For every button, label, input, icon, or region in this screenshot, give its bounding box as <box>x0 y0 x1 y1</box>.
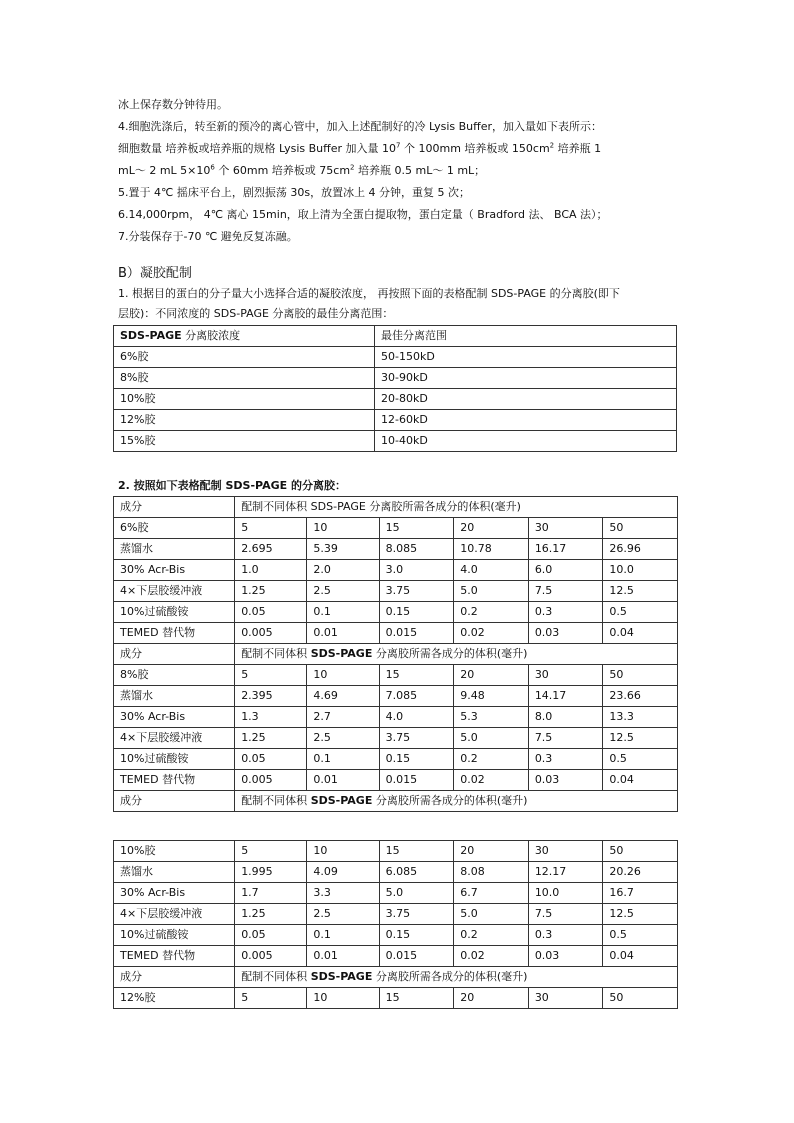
table-cell: 4.0 <box>454 560 529 581</box>
table-row <box>114 539 678 560</box>
table-cell: 6.7 <box>454 883 529 904</box>
volume-cell: 30 <box>528 988 603 1009</box>
table-cell: 0.02 <box>454 623 529 644</box>
volume-label-part: 配制不同体积 <box>241 647 311 660</box>
table-cell: 10.0 <box>528 883 603 904</box>
volume-cell: 10 <box>307 988 379 1009</box>
table-cell: 0.2 <box>454 602 529 623</box>
table-cell: 0.015 <box>379 946 454 967</box>
volume-cell: 5 <box>235 665 307 686</box>
table-cell: 0.02 <box>454 770 529 791</box>
volume-cell: 10 <box>307 518 379 539</box>
table-cell: 12%胶 <box>114 410 375 431</box>
volume-cell: 30 <box>528 665 603 686</box>
component-label: 成分 <box>114 967 235 988</box>
table-cell: 5.0 <box>379 883 454 904</box>
component-label: 成分 <box>114 644 235 665</box>
volume-label <box>235 644 678 665</box>
table-row <box>114 560 678 581</box>
table-cell: 0.005 <box>235 946 307 967</box>
component-label: 成分 <box>114 791 235 812</box>
table-cell: 7.085 <box>379 686 454 707</box>
recipe-table <box>113 496 678 812</box>
superscript: 7 <box>396 141 401 150</box>
line-text: 7.分装保存于-70 ℃ 避免反复冻融。 <box>118 230 298 243</box>
section-heading: B）凝胶配制 <box>118 266 192 281</box>
table-cell: 10-40kD <box>375 431 677 452</box>
line-text: 4.细胞洗涤后，转至新的预冷的离心管中，加入上述配制好的冷 Lysis Buffer，加入量如下表所示： <box>118 120 603 133</box>
table-cell: 6%胶 <box>114 347 375 368</box>
component-label: 成分 <box>114 497 235 518</box>
table-row <box>114 925 678 946</box>
table-cell: 蒸馏水 <box>114 686 235 707</box>
table-cell: 8.08 <box>454 862 529 883</box>
volume-label-part: 分离胶所需各成分的体积(毫升) <box>372 647 528 660</box>
text-line <box>118 182 684 204</box>
table-cell: 5.39 <box>307 539 379 560</box>
table-cell: 0.5 <box>603 602 678 623</box>
table-cell: 0.01 <box>307 946 379 967</box>
table-cell: 12-60kD <box>375 410 677 431</box>
table-cell: 蒸馏水 <box>114 539 235 560</box>
text-line <box>118 138 684 160</box>
table-cell: 12.5 <box>603 728 678 749</box>
table-cell: 12.5 <box>603 581 678 602</box>
table-cell: TEMED 替代物 <box>114 946 235 967</box>
volume-cell: 15 <box>379 841 454 862</box>
table-cell: 0.04 <box>603 623 678 644</box>
table-cell: 10.0 <box>603 560 678 581</box>
table-cell: 1.25 <box>235 728 307 749</box>
volume-cell: 20 <box>454 841 529 862</box>
volume-cell: 30 <box>528 841 603 862</box>
table-row <box>114 410 677 431</box>
table-cell: TEMED 替代物 <box>114 770 235 791</box>
gel-volume-row <box>114 988 678 1009</box>
volume-label-bold: SDS-PAGE <box>310 970 373 983</box>
intro-line: 层胶)：不同浓度的 SDS-PAGE 分离胶的最佳分离范围： <box>118 307 394 320</box>
table-row <box>114 946 678 967</box>
table-cell: 0.1 <box>307 602 379 623</box>
volume-cell: 5 <box>235 841 307 862</box>
table-cell: 30-90kD <box>375 368 677 389</box>
line-text: 5.置于 4℃ 摇床平台上，剧烈振荡 30s，放置冰上 4 分钟，重复 5 次； <box>118 186 471 199</box>
table-cell: 10.78 <box>454 539 529 560</box>
table-cell: 8%胶 <box>114 368 375 389</box>
table-cell: 23.66 <box>603 686 678 707</box>
table-row <box>114 883 678 904</box>
text-line <box>118 204 684 226</box>
table-row <box>114 904 678 925</box>
table-cell: 0.3 <box>528 602 603 623</box>
table-cell: 0.05 <box>235 602 307 623</box>
table-cell: 16.7 <box>603 883 678 904</box>
component-header-row <box>114 791 678 812</box>
table-cell: 9.48 <box>454 686 529 707</box>
table-cell: 0.04 <box>603 770 678 791</box>
component-header-row <box>114 497 678 518</box>
text-line <box>118 94 684 116</box>
table-cell: 0.005 <box>235 623 307 644</box>
table-cell: 4.0 <box>379 707 454 728</box>
volume-label <box>235 967 678 988</box>
table-cell: 1.25 <box>235 581 307 602</box>
table-row <box>114 368 677 389</box>
table-cell: 8.085 <box>379 539 454 560</box>
table-cell: 0.01 <box>307 623 379 644</box>
gel-volume-row <box>114 518 678 539</box>
table-cell: 2.395 <box>235 686 307 707</box>
volume-cell: 15 <box>379 665 454 686</box>
table-cell: 10%胶 <box>114 389 375 410</box>
table-cell: 4×下层胶缓冲液 <box>114 581 235 602</box>
table-cell: 2.5 <box>307 728 379 749</box>
table-cell: 5.3 <box>454 707 529 728</box>
table-row <box>114 707 678 728</box>
volume-cell: 50 <box>603 841 678 862</box>
table-cell: 3.75 <box>379 904 454 925</box>
table-cell: 10%过硫酸铵 <box>114 925 235 946</box>
separation-range-table <box>113 325 677 452</box>
line-text: 冰上保存数分钟待用。 <box>118 98 228 111</box>
table-cell: 0.5 <box>603 925 678 946</box>
table-row <box>114 623 678 644</box>
volume-label-bold: SDS-PAGE <box>310 647 373 660</box>
gel-label: 12%胶 <box>114 988 235 1009</box>
table-cell: 蒸馏水 <box>114 862 235 883</box>
table-cell: 0.1 <box>307 925 379 946</box>
table-cell: 5.0 <box>454 581 529 602</box>
line-text: 培养瓶 1 <box>554 142 602 155</box>
table-cell: 0.05 <box>235 925 307 946</box>
table-row <box>114 749 678 770</box>
volume-cell: 5 <box>235 518 307 539</box>
table-cell: 10%过硫酸铵 <box>114 602 235 623</box>
volume-label: 配制不同体积 SDS-PAGE 分离胶所需各成分的体积(毫升) <box>235 497 678 518</box>
table-cell: 3.75 <box>379 728 454 749</box>
table-cell: TEMED 替代物 <box>114 623 235 644</box>
gel-volume-row <box>114 665 678 686</box>
superscript: 2 <box>549 141 555 150</box>
line-text: 个 60mm 培养板或 75cm <box>214 164 351 177</box>
table-cell: 4.69 <box>307 686 379 707</box>
volume-cell: 15 <box>379 518 454 539</box>
table-cell: 3.75 <box>379 581 454 602</box>
table-cell: 0.2 <box>454 749 529 770</box>
superscript: 2 <box>350 163 355 172</box>
table-cell: 0.3 <box>528 925 603 946</box>
header-rest: 分离胶浓度 <box>181 329 241 342</box>
table-cell: 5.0 <box>454 728 529 749</box>
table-cell: 0.03 <box>528 946 603 967</box>
table-cell: 0.01 <box>307 770 379 791</box>
table-cell: 0.04 <box>603 946 678 967</box>
table-cell: 7.5 <box>528 728 603 749</box>
table-header-row <box>114 326 677 347</box>
gel-label: 6%胶 <box>114 518 235 539</box>
volume-cell: 20 <box>454 518 529 539</box>
table-cell: 0.005 <box>235 770 307 791</box>
volume-cell: 30 <box>528 518 603 539</box>
recipe-table-continued <box>113 840 678 1009</box>
table-row <box>114 770 678 791</box>
table-cell: 6.0 <box>528 560 603 581</box>
text-line <box>118 116 684 138</box>
table-cell: 2.5 <box>307 904 379 925</box>
volume-cell: 20 <box>454 988 529 1009</box>
table-cell: 0.5 <box>603 749 678 770</box>
table-cell: 2.0 <box>307 560 379 581</box>
table-cell: 2.695 <box>235 539 307 560</box>
table-cell: 8.0 <box>528 707 603 728</box>
table-row <box>114 389 677 410</box>
table-row <box>114 347 677 368</box>
volume-cell: 20 <box>454 665 529 686</box>
volume-label-part: 分离胶所需各成分的体积(毫升) <box>372 970 528 983</box>
table-cell: 30% Acr-Bis <box>114 560 235 581</box>
table-cell: 0.2 <box>454 925 529 946</box>
table-row <box>114 728 678 749</box>
table-cell: 16.17 <box>528 539 603 560</box>
line-text: 培养瓶 0.5 mL～ 1 mL； <box>354 164 486 177</box>
gel-label: 10%胶 <box>114 841 235 862</box>
table-cell: 26.96 <box>603 539 678 560</box>
table-cell: 10%过硫酸铵 <box>114 749 235 770</box>
volume-label-part: 配制不同体积 <box>241 970 311 983</box>
table-cell: 1.7 <box>235 883 307 904</box>
table-cell: 0.1 <box>307 749 379 770</box>
table-cell: 20.26 <box>603 862 678 883</box>
gel-volume-row <box>114 841 678 862</box>
table-cell: 0.015 <box>379 623 454 644</box>
table-cell: 2.5 <box>307 581 379 602</box>
table-cell: 50-150kD <box>375 347 677 368</box>
protocol-text <box>118 94 684 248</box>
table-cell: 0.02 <box>454 946 529 967</box>
volume-label-bold: SDS-PAGE <box>310 794 373 807</box>
table-cell: 0.05 <box>235 749 307 770</box>
intro-line: 1. 根据目的蛋白的分子量大小选择合适的凝胶浓度， 再按照下面的表格配制 SDS-PAGE 的分离胶(即下 <box>118 287 620 300</box>
table-cell: 13.3 <box>603 707 678 728</box>
volume-label <box>235 791 678 812</box>
table-cell: 1.0 <box>235 560 307 581</box>
table-cell: 6.085 <box>379 862 454 883</box>
table-row <box>114 581 678 602</box>
table2-title: 2. 按照如下表格配制 SDS-PAGE 的分离胶： <box>118 479 346 492</box>
line-text: mL～ 2 mL 5×10 <box>118 164 211 177</box>
table-row <box>114 862 678 883</box>
table-header-cell <box>114 326 375 347</box>
table-cell: 0.03 <box>528 623 603 644</box>
volume-cell: 5 <box>235 988 307 1009</box>
table-cell: 1.25 <box>235 904 307 925</box>
table-cell: 7.5 <box>528 904 603 925</box>
table-cell: 15%胶 <box>114 431 375 452</box>
table-row <box>114 686 678 707</box>
table-header-cell: 最佳分离范围 <box>375 326 677 347</box>
component-header-row <box>114 644 678 665</box>
table-cell: 12.5 <box>603 904 678 925</box>
table-cell: 20-80kD <box>375 389 677 410</box>
line-text: 细胞数量 培养板或培养瓶的规格 Lysis Buffer 加入量 10 <box>118 142 397 155</box>
table-cell: 2.7 <box>307 707 379 728</box>
table-cell: 0.3 <box>528 749 603 770</box>
text-line <box>118 160 684 182</box>
volume-cell: 50 <box>603 665 678 686</box>
table-cell: 0.015 <box>379 770 454 791</box>
table-cell: 0.15 <box>379 602 454 623</box>
table-cell: 4×下层胶缓冲液 <box>114 728 235 749</box>
table-cell: 12.17 <box>528 862 603 883</box>
table-cell: 0.03 <box>528 770 603 791</box>
volume-label-part: 分离胶所需各成分的体积(毫升) <box>372 794 528 807</box>
header-bold: SDS-PAGE <box>120 329 182 342</box>
volume-cell: 50 <box>603 988 678 1009</box>
table-row <box>114 431 677 452</box>
line-text: 个 100mm 培养板或 150cm <box>400 142 550 155</box>
volume-cell: 50 <box>603 518 678 539</box>
table-cell: 0.15 <box>379 749 454 770</box>
volume-cell: 10 <box>307 665 379 686</box>
table-cell: 1.995 <box>235 862 307 883</box>
table-cell: 5.0 <box>454 904 529 925</box>
table-cell: 30% Acr-Bis <box>114 707 235 728</box>
text-line <box>118 226 684 248</box>
component-header-row <box>114 967 678 988</box>
table-cell: 3.3 <box>307 883 379 904</box>
table-cell: 7.5 <box>528 581 603 602</box>
superscript: 6 <box>210 163 215 172</box>
table-cell: 14.17 <box>528 686 603 707</box>
table-cell: 1.3 <box>235 707 307 728</box>
volume-cell: 15 <box>379 988 454 1009</box>
gel-label: 8%胶 <box>114 665 235 686</box>
table-cell: 3.0 <box>379 560 454 581</box>
table-cell: 30% Acr-Bis <box>114 883 235 904</box>
line-text: 6.14,000rpm， 4℃ 离心 15min，取上清为全蛋白提取物，蛋白定量（ Bradford 法、 BCA 法）； <box>118 208 608 221</box>
intro-paragraph <box>118 284 684 324</box>
table-row <box>114 602 678 623</box>
table-cell: 0.15 <box>379 925 454 946</box>
table-cell: 4×下层胶缓冲液 <box>114 904 235 925</box>
volume-label-part: 配制不同体积 <box>241 794 311 807</box>
table-cell: 4.09 <box>307 862 379 883</box>
volume-cell: 10 <box>307 841 379 862</box>
